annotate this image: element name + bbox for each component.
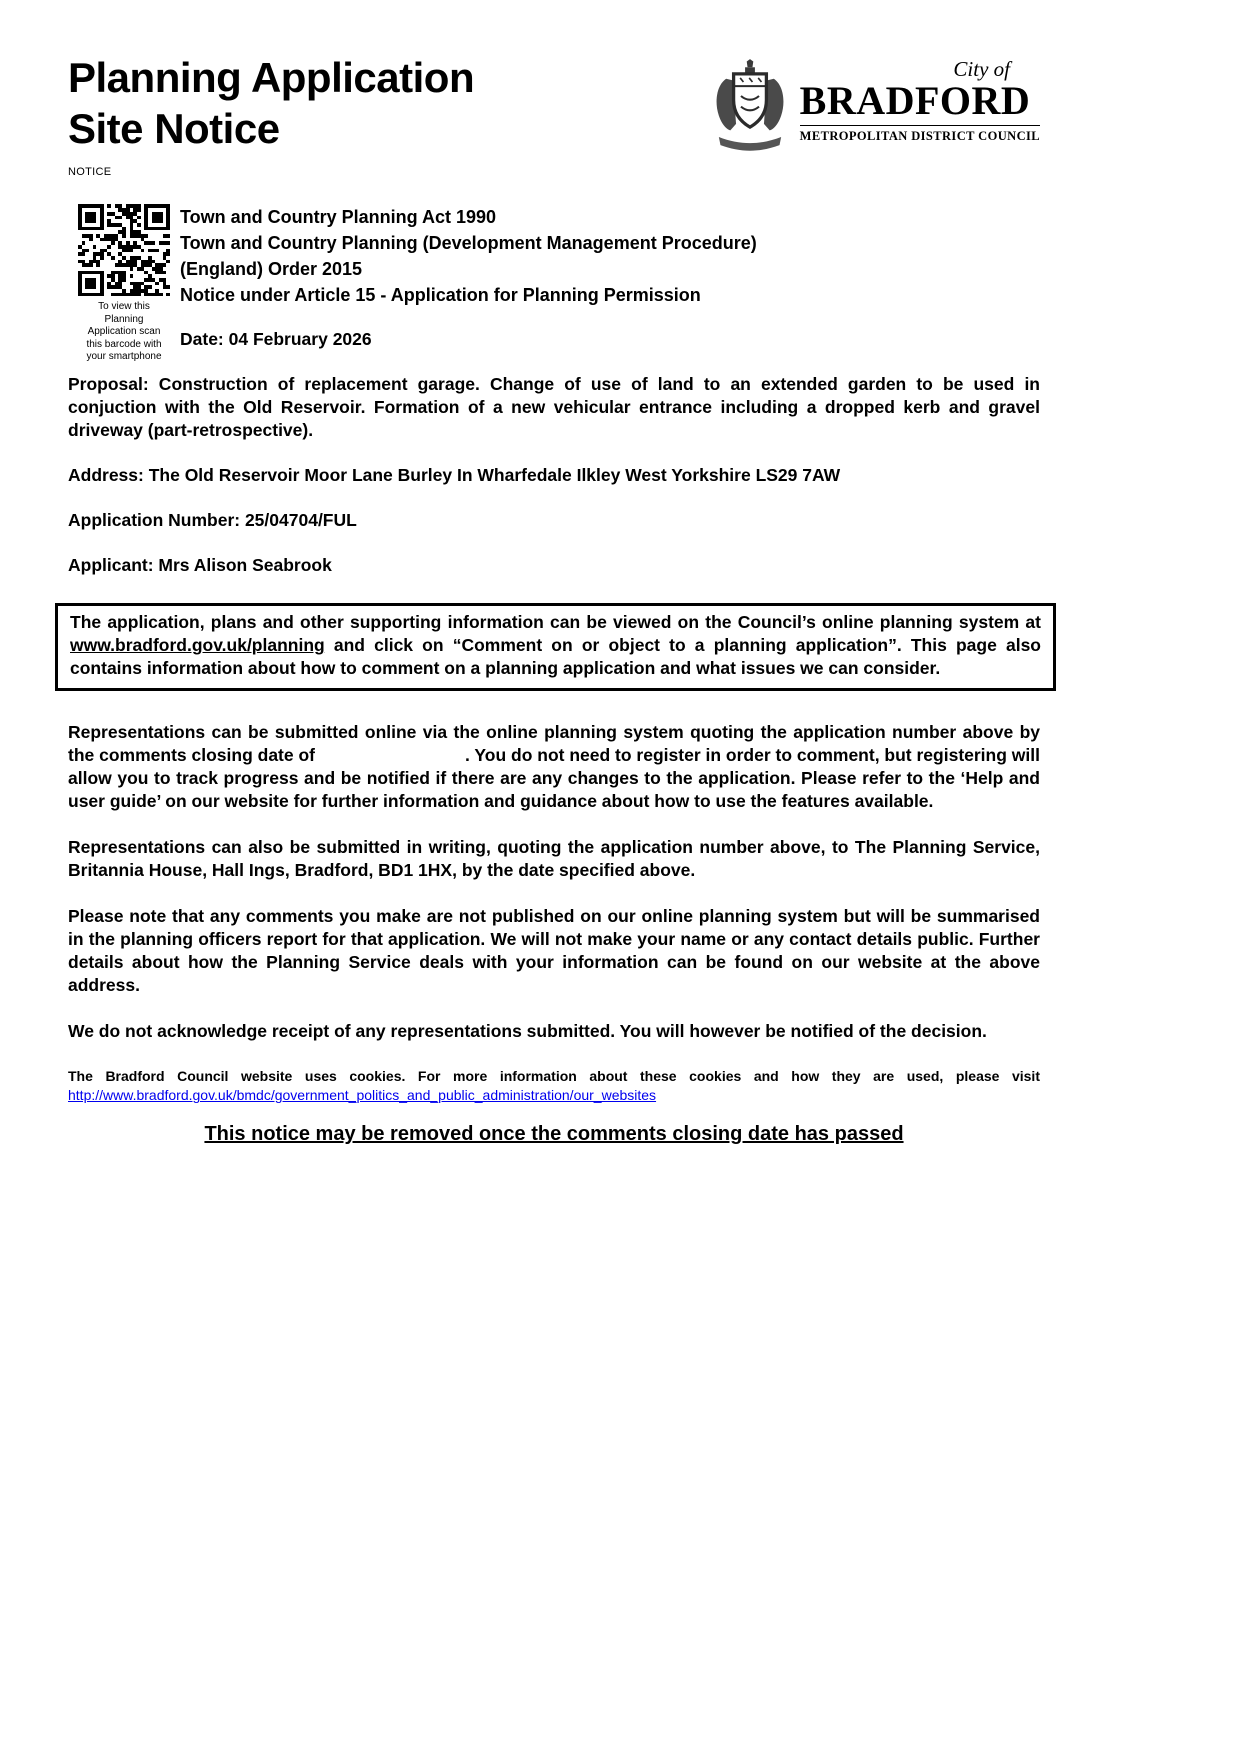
date-line: Date: 04 February 2026	[180, 329, 372, 350]
title-block	[68, 52, 474, 178]
viewing-info-box	[55, 603, 1056, 691]
qr-caption: To view this Planning Application scan this barcode with your smartphone	[86, 301, 162, 363]
online-representations-text-after: . You do not need to register in order to comment, but registering will allow you to track progress and be notified if there are any changes to the application. Please refer to the ‘Help and user guide’ on our website for further information and guidance about how to use the features available.	[68, 745, 1040, 812]
act-title: Town and Country Planning Act 1990	[180, 207, 497, 228]
notice-label: NOTICE	[68, 166, 112, 179]
page-title-line1: Planning Application	[68, 54, 475, 101]
application-number-line: Application Number: 25/04704/FUL	[68, 510, 357, 531]
page-title	[68, 52, 474, 154]
qr-code	[78, 204, 170, 296]
removal-notice	[68, 1121, 1040, 1147]
order-title: Town and Country Planning (Development Management Procedure) (England) Order 2015	[180, 233, 757, 280]
online-representations-text-before: Representations can be submitted online via the online planning system quoting the application number above by the comments closing date of	[68, 722, 1040, 766]
logo-subtitle: METROPOLITAN DISTRICT COUNCIL	[800, 125, 1040, 144]
address-line: Address: The Old Reservoir Moor Lane Burley In Wharfedale Ilkley West Yorkshire LS29 7AW	[68, 465, 841, 486]
written-representations-paragraph: Representations can also be submitted in writing, quoting the application number above, to The Planning Service, Britannia House, Hall Ings, Bradford, BD1 1HX, by the date specified above.	[68, 837, 1040, 881]
acknowledgement-paragraph: We do not acknowledge receipt of any representations submitted. You will however be notified of the decision.	[68, 1021, 987, 1042]
removal-notice-text: This notice may be removed once the comments closing date has passed	[204, 1123, 904, 1146]
document-header	[68, 52, 1040, 178]
privacy-paragraph: Please note that any comments you make are not published on our online planning system but will be summarised in the planning officers report for that application. We will not make your name or any contact details public. Further details about how the Planning Service deals with your information can be found on our website at the above address.	[68, 906, 1040, 996]
logo-city-of: City of	[953, 57, 1010, 81]
cookies-text: The Bradford Council website uses cookies. For more information about these cookies and how they are used, please visit	[68, 1068, 1040, 1085]
notice-article-title: Notice under Article 15 - Application for Planning Permission	[180, 285, 701, 306]
proposal-paragraph: Proposal: Construction of replacement garage. Change of use of land to an extended garden to be used in conjuction with the Old Reservoir. Formation of a new vehicular entrance including a dropped kerb and gravel driveway (part-retrospective).	[68, 374, 1040, 441]
cookies-paragraph	[68, 1067, 1040, 1105]
notice-body	[68, 204, 1040, 1147]
legal-headings	[68, 204, 1040, 308]
viewing-info-text-after: and click on “Comment on or object to a planning application”. This page also contains information about how to comment on a planning application and what issues we can consider.	[70, 635, 1041, 679]
qr-block	[68, 204, 180, 364]
applicant-line: Applicant: Mrs Alison Seabrook	[68, 555, 332, 576]
council-logo	[709, 58, 1040, 157]
cookies-link[interactable]: http://www.bradford.gov.uk/bmdc/government_politics_and_public_administration/our_websites	[68, 1087, 657, 1104]
bradford-crest-icon	[709, 58, 791, 157]
online-representations-paragraph	[68, 721, 1040, 813]
council-logo-text	[800, 58, 1040, 144]
logo-name: BRADFORD	[799, 78, 1031, 124]
viewing-info-text-before: The application, plans and other supporting information can be viewed on the Council’s online planning system at	[70, 612, 1041, 633]
planning-website-link[interactable]: www.bradford.gov.uk/planning	[70, 635, 325, 656]
page-title-line2: Site Notice	[68, 105, 280, 153]
